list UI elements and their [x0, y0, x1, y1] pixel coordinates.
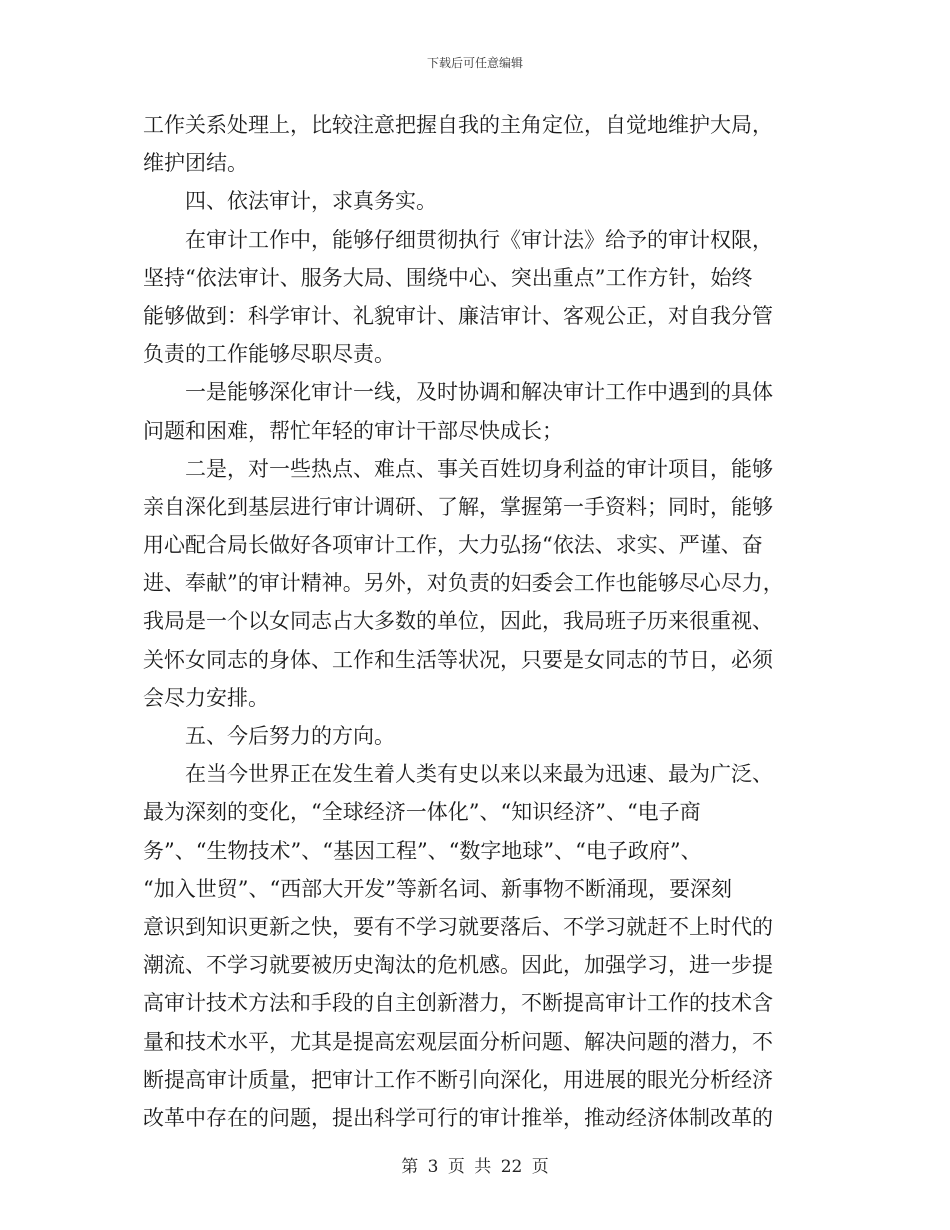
section-heading: 四、依法审计，求真务实。: [185, 189, 437, 214]
text-line: 我局是一个以女同志占大多数的单位，因此，我局班子历来很重视、: [143, 609, 773, 634]
text-line: 改革中存在的问题，提出科学可行的审计推举，推动经济体制改革的: [143, 1105, 773, 1130]
page-number-footer: 第 3 页 共 22 页: [401, 1157, 549, 1177]
paragraph-start: 在当今世界正在发生着人类有史以来以来最为迅速、最为广泛、: [185, 762, 773, 787]
text-line: 亲自深化到基层进行审计调研、了解，掌握第一手资料；同时，能够: [143, 494, 773, 519]
text-line: 问题和困难，帮忙年轻的审计干部尽快成长；: [143, 418, 563, 443]
text-line: 潮流、不学习就要被历史淘汰的危机感。因此，加强学习，进一步提: [143, 953, 773, 978]
text-line: 维护团结。: [143, 151, 248, 176]
text-line: 会尽力安排。: [143, 685, 269, 710]
text-line: 量和技术水平，尤其是提高宏观层面分析问题、解决问题的潜力，不: [143, 1029, 773, 1054]
document-body: [143, 106, 811, 1137]
header-note: 下载后可任意编辑: [426, 56, 523, 70]
text-line: 坚持“依法审计、服务大局、围绕中心、突出重点”工作方针，始终: [143, 265, 753, 290]
text-line: 高审计技术方法和手段的自主创新潜力，不断提高审计工作的技术含: [143, 991, 773, 1016]
text-line: 能够做到：科学审计、礼貌审计、廉洁审计、客观公正，对自我分管: [143, 303, 773, 328]
paragraph-start: 一是能够深化审计一线，及时协调和解决审计工作中遇到的具体: [185, 380, 773, 405]
text-line: “加入世贸”、“西部大开发”等新名词、新事物不断涌现，要深刻: [143, 876, 732, 901]
paragraph-start: 二是，对一些热点、难点、事关百姓切身利益的审计项目，能够: [185, 456, 773, 481]
text-line: 工作关系处理上，比较注意把握自我的主角定位，自觉地维护大局，: [143, 113, 773, 137]
text-line: 务”、“生物技术”、“基因工程”、“数字地球”、“电子政府”、: [143, 838, 702, 863]
text-line: 断提高审计质量，把审计工作不断引向深化，用进展的眼光分析经济: [143, 1067, 773, 1092]
section-heading: 五、今后努力的方向。: [185, 724, 395, 748]
text-line: 进、奉献”的审计精神。另外，对负责的妇委会工作也能够尽心尽力，: [143, 571, 784, 596]
text-line: 意识到知识更新之快，要有不学习就要落后、不学习就赶不上时代的: [143, 914, 773, 939]
text-line: 用心配合局长做好各项审计工作，大力弘扬“依法、求实、严谨、奋: [143, 533, 763, 558]
text-line: 关怀女同志的身体、工作和生活等状况，只要是女同志的节日，必须: [143, 647, 773, 672]
text-line: 最为深刻的变化，“全球经济一体化”、“知识经济”、“电子商: [143, 800, 701, 825]
paragraph-start: 在审计工作中，能够仔细贯彻执行《审计法》给予的审计权限，: [185, 227, 773, 252]
text-line: 负责的工作能够尽职尽责。: [143, 342, 395, 367]
